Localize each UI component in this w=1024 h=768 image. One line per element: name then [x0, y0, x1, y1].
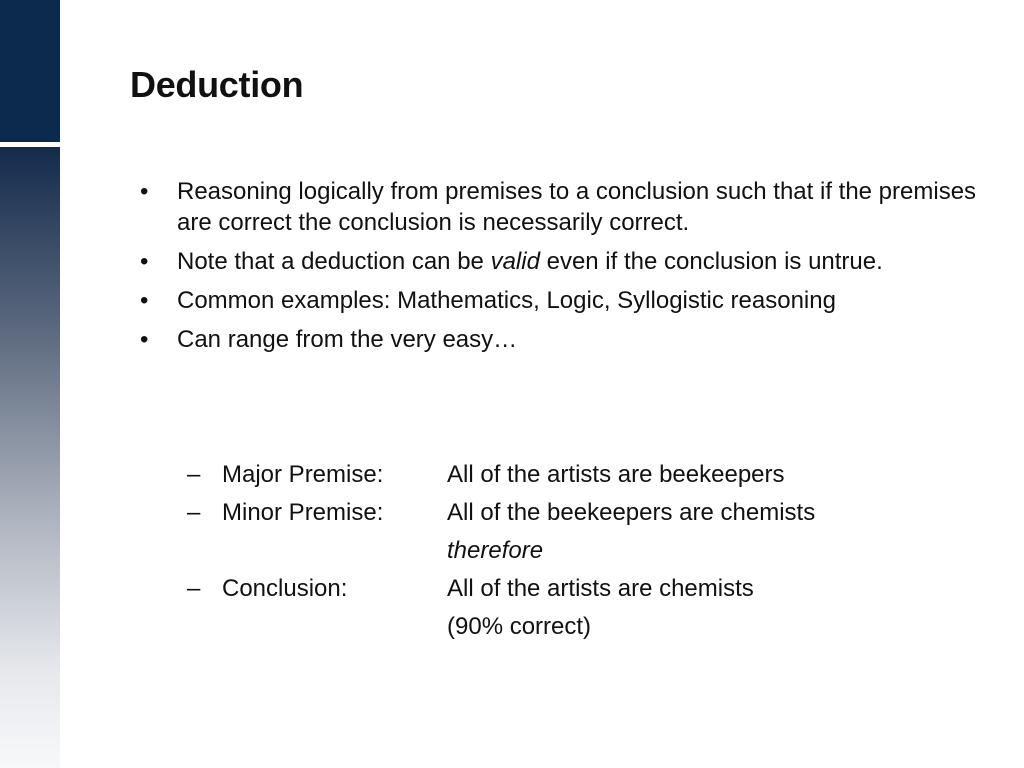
- bullet-list: [0, 176, 1024, 363]
- bullet-item-reasoning: [0, 176, 977, 238]
- minor-premise-value: All of the beekeepers are chemists: [447, 499, 816, 526]
- minor-premise-row: [0, 494, 1024, 532]
- minor-premise-label: Minor Premise:: [222, 499, 384, 526]
- bullet-text: Common examples: Mathematics, Logic, Syllogistic reasoning: [177, 287, 836, 314]
- major-premise-value: All of the artists are beekeepers: [447, 461, 785, 488]
- conclusion-row: [0, 570, 1024, 608]
- connector-row: [0, 532, 1024, 570]
- bullet-item-examples: [0, 285, 977, 316]
- bullet-marker: •: [140, 248, 149, 275]
- bullet-text: Can range from the very easy…: [177, 326, 518, 353]
- accuracy-note-row: [0, 608, 1024, 646]
- slide-title: Deduction: [130, 64, 304, 105]
- dash-marker: –: [187, 499, 201, 526]
- bullet-text-after: even if the conclusion is untrue.: [539, 248, 883, 275]
- conclusion-label: Conclusion:: [222, 575, 348, 602]
- bullet-item-valid-note: [0, 246, 977, 277]
- bullet-emphasis: valid: [490, 248, 540, 275]
- conclusion-value: All of the artists are chemists: [447, 575, 754, 602]
- sidebar-accent-top: [0, 0, 60, 142]
- bullet-marker: •: [140, 326, 149, 353]
- major-premise-label: Major Premise:: [222, 461, 384, 488]
- accuracy-note: (90% correct): [447, 613, 592, 640]
- syllogism-list: [0, 456, 1024, 646]
- bullet-marker: •: [140, 178, 149, 205]
- bullet-marker: •: [140, 287, 149, 314]
- bullet-text-before: Note that a deduction can be: [177, 248, 491, 275]
- dash-marker: –: [187, 575, 201, 602]
- bullet-text: Reasoning logically from premises to a conclusion such that if the premises are correct the conclusion is necessarily correct.: [177, 178, 977, 236]
- dash-marker: –: [187, 461, 201, 488]
- major-premise-row: [0, 456, 1024, 494]
- therefore-connector: therefore: [447, 537, 544, 564]
- bullet-item-range: [0, 324, 977, 355]
